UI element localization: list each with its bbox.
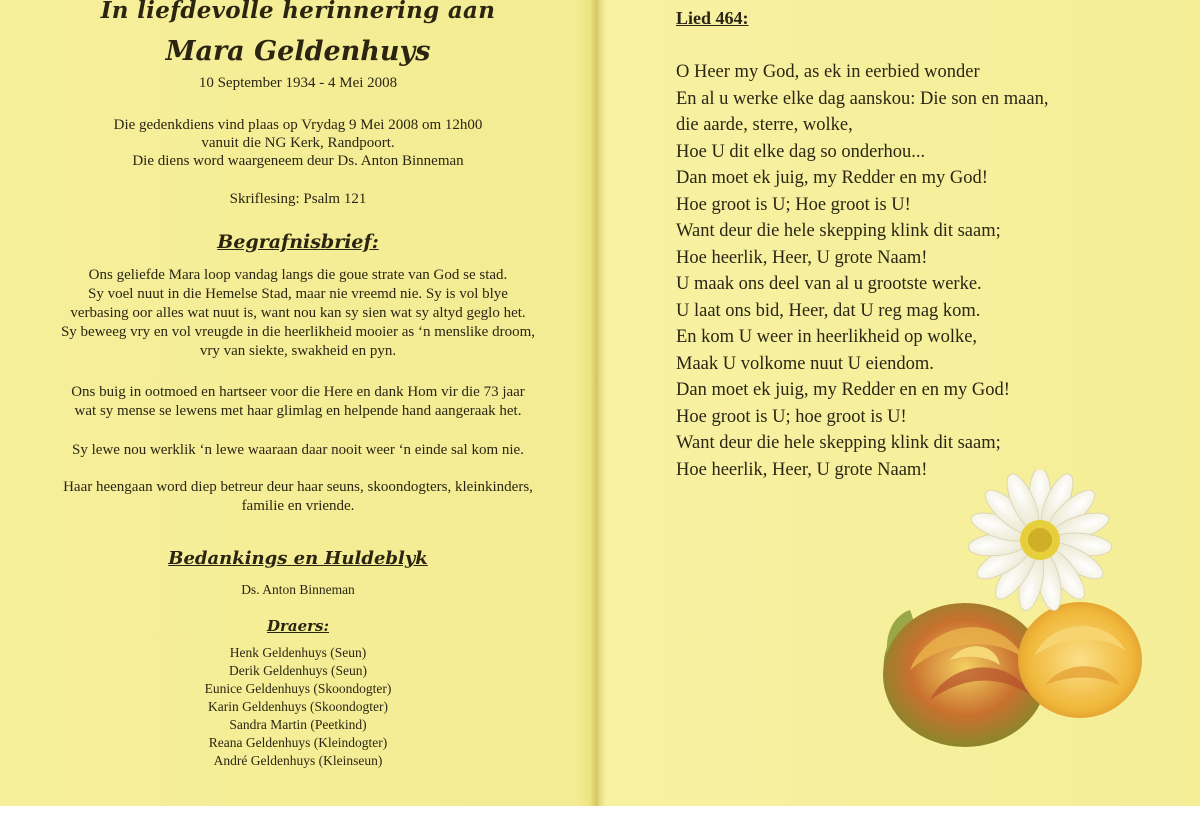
memorial-title: In liefdevolle herinnering aan xyxy=(100,0,496,24)
obituary-line: Haar heengaan word diep betreur deur haar seuns, skoondogters, kleinkinders, xyxy=(63,479,533,495)
obituary-heading: Begrafnisbrief: xyxy=(217,231,379,253)
scripture-reading: Skriflesing: Psalm 121 xyxy=(229,191,367,207)
obituary-line: wat sy mense se lewens met haar glimlag en helpende hand aangeraak het. xyxy=(74,403,522,419)
bearer-item: Reana Geldenhuys (Kleindogter) xyxy=(208,735,388,750)
obituary-line: vry van siekte, swakheid en pyn. xyxy=(199,343,397,359)
lyric-line: U maak ons deel van al u grootste werke. xyxy=(676,274,982,294)
hymn-title: Lied 464: xyxy=(676,8,749,28)
thanks-heading: Bedankings en Huldeblyk xyxy=(168,548,428,569)
lyric-line: Hoe groot is U; Hoe groot is U! xyxy=(676,194,911,215)
lyric-line: U laat ons bid, Heer, dat U reg mag kom. xyxy=(676,300,981,321)
bearer-item: Henk Geldenhuys (Seun) xyxy=(229,645,367,660)
obituary-line: Sy lewe nou werklik ‘n lewe waaraan daar nooit weer ‘n einde sal kom nie. xyxy=(72,442,524,458)
life-dates: 10 September 1934 - 4 Mei 2008 xyxy=(198,75,398,91)
service-line-3: Die diens word waargeneem deur Ds. Anton Binneman xyxy=(132,153,464,169)
service-line-1: Die gedenkdiens vind plaas op Vrydag 9 Mei 2008 om 12h00 xyxy=(113,117,483,133)
obituary-line: Sy voel nuut in die Hemelse Stad, maar nie vreemd nie. Sy is vol blye xyxy=(88,286,508,302)
bearer-item: André Geldenhuys (Kleinseun) xyxy=(213,753,383,768)
obituary-line: familie en vriende. xyxy=(241,498,355,514)
obituary-line: verbasing oor alles wat nuut is, want nou kan sy sien wat sy altyd geglo het. xyxy=(70,305,526,321)
lyric-line: Hoe U dit elke dag so onderhou... xyxy=(676,141,926,162)
obituary-line: Ons buig in ootmoed en hartseer voor die Here en dank Hom vir die 73 jaar xyxy=(71,384,525,400)
flower-illustration xyxy=(870,470,1160,760)
obituary-line: Sy beweeg vry en vol vreugde in die heerlikheid mooier as ‘n menslike droom, xyxy=(60,324,536,340)
lyric-line: En al u werke elke dag aanskou: Die son en maan, xyxy=(676,88,1049,109)
lyric-line: Hoe heerlik, Heer, U grote Naam! xyxy=(676,247,928,268)
service-line-2: vanuit die NG Kerk, Randpoort. xyxy=(201,135,395,151)
bearer-item: Eunice Geldenhuys (Skoondogter) xyxy=(204,681,392,696)
bearers-heading: Draers: xyxy=(266,617,330,635)
lyric-line: Maak U volkome nuut U eiendom. xyxy=(676,353,934,374)
yellow-rose-icon xyxy=(1018,602,1142,718)
left-page xyxy=(0,0,596,806)
lyric-line: Hoe groot is U; hoe groot is U! xyxy=(676,406,907,427)
lyric-line: Want deur die hele skepping klink dit saam; xyxy=(676,433,1001,453)
daisy-icon xyxy=(967,470,1113,613)
lyric-line: En kom U weer in heerlikheid op wolke, xyxy=(676,327,978,347)
lyric-line: Dan moet ek juig, my Redder en en my God! xyxy=(676,380,1010,400)
obituary-line: Ons geliefde Mara loop vandag langs die goue strate van God se stad. xyxy=(88,267,508,283)
lyric-line: Want deur die hele skepping klink dit saam; xyxy=(676,221,1001,241)
bearer-item: Sandra Martin (Peetkind) xyxy=(229,717,367,732)
deceased-name: Mara Geldenhuys xyxy=(165,36,431,67)
lyric-line: O Heer my God, as ek in eerbied wonder xyxy=(676,62,980,82)
lyric-line: die aarde, sterre, wolke, xyxy=(676,115,853,135)
bearer-item: Derik Geldenhuys (Seun) xyxy=(229,663,367,678)
thanks-name: Ds. Anton Binneman xyxy=(241,582,355,597)
lyric-line: Dan moet ek juig, my Redder en my God! xyxy=(676,168,988,188)
lyric-line: Hoe heerlik, Heer, U grote Naam! xyxy=(676,459,928,480)
scan-margin xyxy=(0,806,1200,827)
bearer-item: Karin Geldenhuys (Skoondogter) xyxy=(208,699,388,714)
